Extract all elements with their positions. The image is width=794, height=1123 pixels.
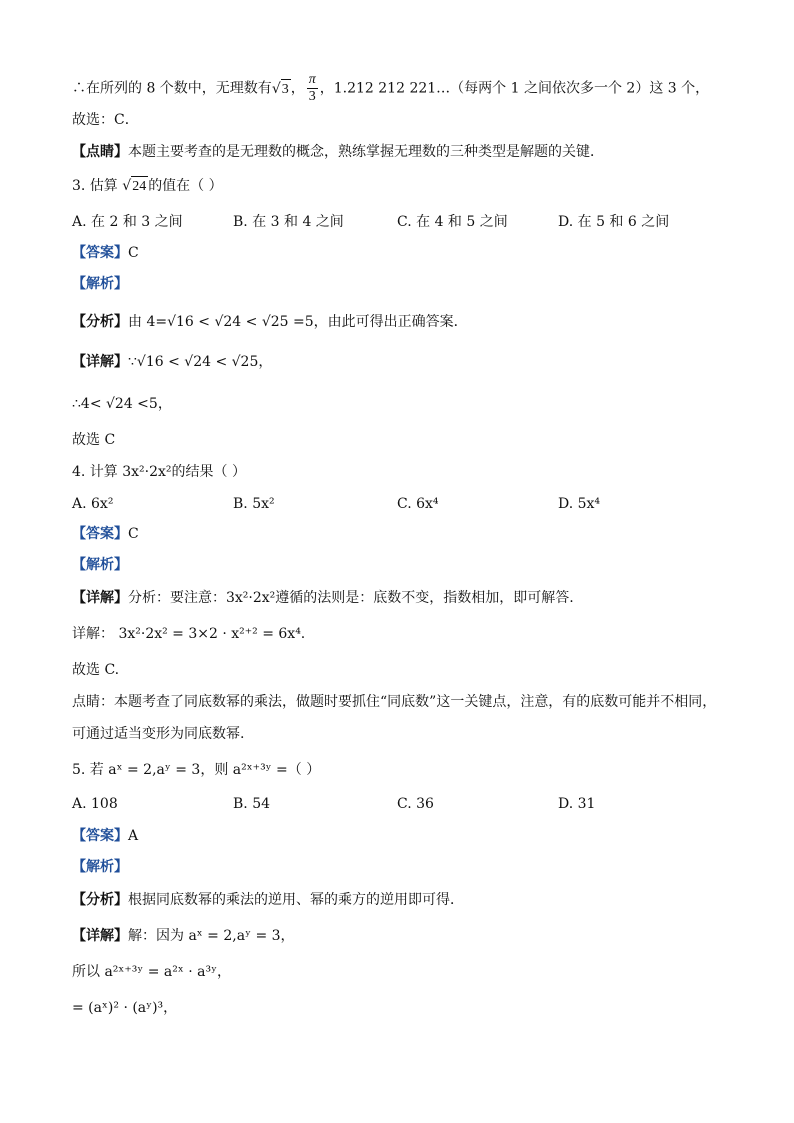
q5-stem: 5. 若 aˣ = 2,aʸ = 3，则 a²ˣ⁺³ʸ =（ ） [72,762,321,778]
detail-tag: 【详解】 [72,354,128,370]
analysis-tag: 【解析】 [72,859,128,875]
q4-option-b: B. 5x² [233,496,275,512]
q3-option-b: B. 在 3 和 4 之间 [233,214,344,230]
q5-analysis-tag [72,857,128,877]
sqrt-3: 3 [281,79,291,100]
q4-detail-2: 详解： 3x²·2x² = 3×2 · x²⁺² = 6x⁴. [72,626,306,642]
q3-detail [72,352,272,372]
q5-fenxi [72,890,464,910]
frac-denominator: 3 [308,89,316,104]
conclusion-line: ∴在所列的 8 个数中，无理数有√3 ， $\frac{\pi}{3}$ ，1.212 212 221…（每两个 1 之间依次多一个 2）这 3 个， [72,72,710,104]
detail-tag: 【详解】 [72,928,128,944]
q4-answer [72,524,139,544]
detail-text: 解：因为 aˣ = 2,aʸ = 3， [128,928,295,944]
q4-detail [72,588,574,608]
answer-tag: 【答案】 [72,526,128,542]
q5-step-1: 所以 a²ˣ⁺³ʸ = a²ˣ · a³ʸ， [72,964,232,980]
q5-option-b: B. 54 [233,796,271,812]
detail-text: ∵√16 < √24 < √25， [128,354,273,370]
q5-step-2: = (aˣ)² · (aʸ)³， [72,1000,178,1016]
q4-note-2: 可通过适当变形为同底数幂. [72,726,245,742]
detail-tag: 【详解】 [72,590,128,606]
sqrt-sign: √ [271,80,281,97]
q3-option-c: C. 在 4 和 5 之间 [397,214,508,230]
q5-option-d: D. 31 [558,796,596,812]
q3-fenxi [72,312,468,332]
pi-over-3 [307,72,318,105]
q3-analysis-tag [72,274,128,294]
q3-answer [72,243,139,263]
q5-detail [72,926,295,946]
analysis-tag: 【解析】 [72,276,128,292]
q5-answer [72,826,138,846]
analysis-tag: 【解析】 [72,557,128,573]
q4-stem: 4. 计算 3x²·2x²的结果（ ） [72,464,246,480]
conclusion-rest: ，1.212 212 221…（每两个 1 之间依次多一个 2）这 3 个， [319,80,710,97]
choice-line: 故选：C． [72,112,139,128]
fenxi-tag: 【分析】 [72,892,128,908]
q4-choice: 故选 C. [72,662,120,678]
q4-option-a: A. 6x² [72,496,114,512]
remark-tag: 【点睛】 [72,144,128,160]
fenxi-text: 由 4=√16 < √24 < √25 =5，由此可得出正确答案． [128,314,468,330]
answer-value: C [128,245,139,261]
frac-numerator: π [308,72,316,87]
q3-option-d: D. 在 5 和 6 之间 [558,214,670,230]
fenxi-text: 根据同底数幂的乘法的逆用、幂的乘方的逆用即可得． [128,892,464,908]
q5-option-a: A. 108 [72,796,118,812]
q3-suffix: 的值在（ ） [148,178,223,194]
q4-note-1: 点睛：本题考查了同底数幂的乘法，做题时要抓住“同底数”这一关键点，注意，有的底数可能并不相同， [72,694,717,710]
q4-analysis-tag [72,555,128,575]
remark-line [72,142,604,162]
sqrt-sign: √ [122,178,132,194]
answer-tag: 【答案】 [72,245,128,261]
q3-therefore: ∴4< √24 <5， [72,396,172,412]
answer-tag: 【答案】 [72,828,128,844]
q3-prefix: 3. 估算 [72,178,118,194]
answer-value: A [128,828,139,844]
q4-option-d: D. 5x⁴ [558,496,601,512]
q3-stem [72,176,223,197]
detail-text: 分析：要注意：3x²·2x²遵循的法则是：底数不变，指数相加，即可解答. [128,590,574,606]
answer-value: C [128,526,139,542]
q4-option-c: C. 6x⁴ [397,496,439,512]
q3-choice: 故选 C [72,432,116,448]
remark-text: 本题主要考查的是无理数的概念，熟练掌握无理数的三种类型是解题的关键． [128,144,604,160]
sqrt-24: 24 [131,176,148,197]
conclusion-prefix: ∴在所列的 8 个数中，无理数有 [72,80,272,97]
q3-option-a: A. 在 2 和 3 之间 [72,214,183,230]
fenxi-tag: 【分析】 [72,314,128,330]
q5-option-c: C. 36 [397,796,434,812]
